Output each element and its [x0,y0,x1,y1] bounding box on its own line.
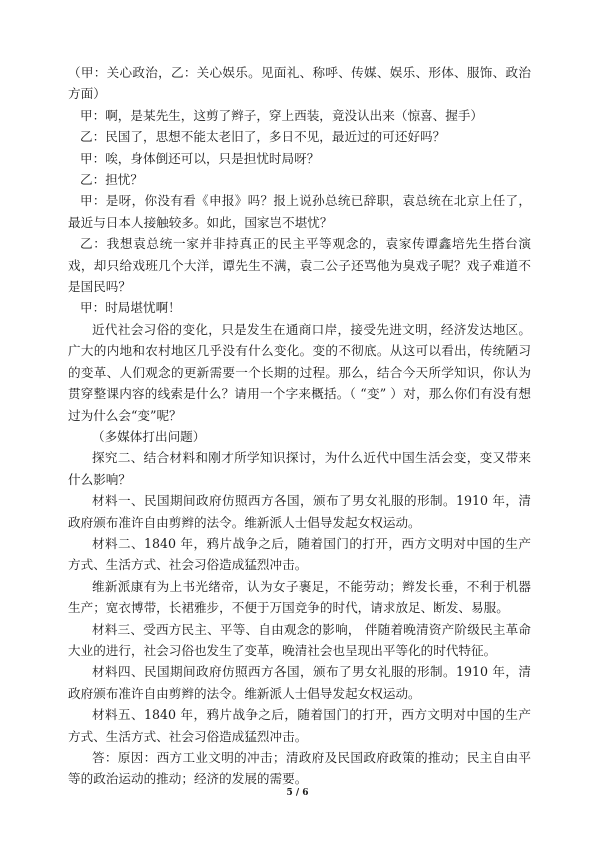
page-number: 5 / 6 [286,788,309,798]
paragraph-material-4: 材料四、民国期间政府仿照西方各国，颁布了男女礼服的形制。1910 年，清政府颁布准许自由剪辫的法令。维新派人士倡导发起女权运动。 [68,664,531,701]
dialogue-line: 甲：时局堪忧啊！ [80,300,181,316]
paragraph-material-1: 材料一、民国期间政府仿照西方各国，颁布了男女礼服的形制。1910 年，清政府颁布准许自由剪辫的法令。维新派人士倡导发起女权运动。 [68,493,531,530]
paragraph-roles-intro: （甲：关心政治，乙：关心娱乐。见面礼、称呼、传媒、娱乐、形体、服饰、政治方面） [68,65,531,102]
dialogue-line: 甲：唉，身体倒还可以，只是担忧时局呀？ [80,150,320,166]
dialogue-line: 乙：民国了，思想不能太老旧了，多日不见，最近过的可还好吗？ [80,129,446,145]
dialogue-line: 乙：担忧？ [80,172,143,188]
document-body [68,62,531,790]
paragraph-summary: 近代社会习俗的变化，只是发生在通商口岸，接受先进文明，经济发达地区。广大的内地和农村地区几乎没有什么变化。变的不彻底。从这可以看出，传统陋习的变革、人们观念的更新需要一个长期的过程。那么，结合今天所学知识，你认为贯穿整课内容的线索是什么？请用一个字来概括。（ “变” ）对，那么你们有没有想过为什么会“变”呢？ [68,321,531,423]
paragraph-inquiry-question: 探究二、结合材料和刚才所学知识探讨，为什么近代中国生活会变，变又带来什么影响？ [68,450,531,487]
paragraph-kang-youwei: 维新派康有为上书光绪帝，认为女子裹足，不能劳动；辫发长垂，不利于机器生产；宽衣博带，长裙雅步，不便于万国竞争的时代，请求放足、断发、易服。 [68,578,531,616]
dialogue-line: 甲：是呀，你没有看《申报》吗？报上说孙总统已辞职，袁总统在北京上任了，最近与日本人接触较多。如此，国家岂不堪忧？ [68,193,531,230]
paragraph-material-2: 材料二、1840 年，鸦片战争之后，随着国门的打开，西方文明对中国的生产方式、生活方式、社会习俗造成猛烈冲击。 [68,535,531,573]
dialogue-line: 乙：我想袁总统一家并非持真正的民主平等观念的，袁家传谭鑫培先生搭台演戏，却只给戏班几个大洋，谭先生不满，袁二公子还骂他为臭戏子呢？戏子难道不是国民吗？ [68,236,531,295]
paragraph-multimedia-note: （多媒体打出问题） [92,428,206,444]
dialogue-line: 甲：啊，是某先生，这剪了辫子，穿上西装，竟没认出来（惊喜、握手） [80,107,483,123]
paragraph-material-5: 材料五、1840 年，鸦片战争之后，随着国门的打开，西方文明对中国的生产方式、生活方式、社会习俗造成猛烈冲击。 [68,707,531,744]
paragraph-answer: 答：原因：西方工业文明的冲击；清政府及民国政府政策的推动；民主自由平等的政治运动的推动；经济的发展的需要。 [68,750,531,787]
paragraph-material-3: 材料三、受西方民主、平等、自由观念的影响， 伴随着晚清资产阶级民主革命大业的进行，社会习俗也发生了变革，晚清社会也呈现出平等化的时代特征。 [68,621,531,658]
